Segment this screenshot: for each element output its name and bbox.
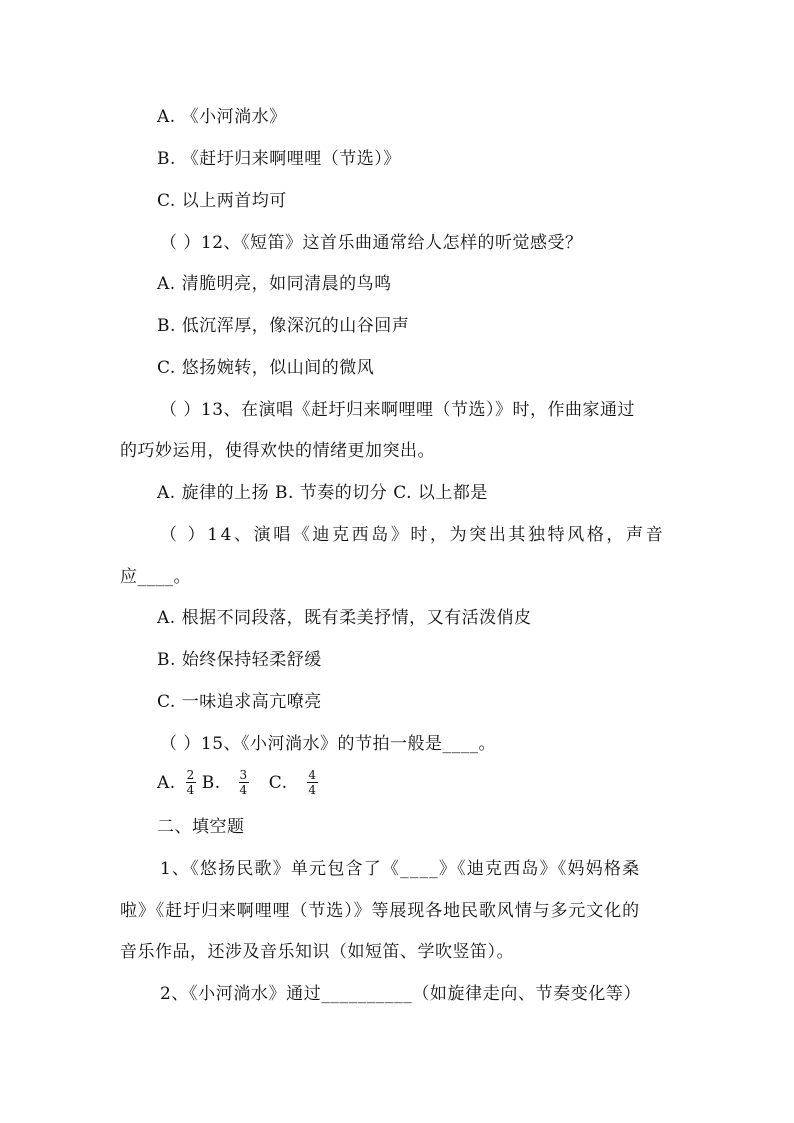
fill-2-line-1: 2、《小河淌水》通过__________（如旋律走向、节奏变化等）	[160, 984, 642, 1004]
fill-1-line-3: 音乐作品，还涉及音乐知识（如短笛、学吹竖笛）。	[120, 942, 514, 962]
q15-option-c-fraction	[307, 769, 317, 796]
fraction-denominator: 4	[308, 783, 317, 797]
q15-option-c-label: C.	[268, 773, 288, 793]
q15-option-b-fraction	[239, 769, 249, 796]
question-12: （ ）12、《短笛》这首乐曲通常给人怎样的听觉感受？	[160, 233, 583, 253]
fill-1-line-1: 1、《悠扬民歌》单元包含了《____》《迪克西岛》《妈妈格桑	[160, 859, 641, 879]
fraction-denominator: 4	[239, 783, 248, 797]
q12-option-c: C. 悠扬婉转，似山间的微风	[157, 358, 375, 378]
q15-option-b-label: B.	[201, 773, 221, 793]
section-heading-fill-in: 二、填空题	[157, 817, 245, 837]
q11-option-c: C. 以上两首均可	[157, 191, 287, 211]
question-13-line-2: 的巧妙运用，使得欢快的情绪更加突出。	[120, 441, 435, 461]
q11-option-b: B. 《赶圩归来啊哩哩（节选）》	[157, 149, 401, 169]
question-14-line-2: 应____。	[120, 567, 191, 587]
q15-option-a-fraction	[186, 769, 196, 796]
fraction-denominator: 4	[186, 783, 195, 797]
q15-option-a-label: A.	[157, 773, 176, 793]
q15-options	[157, 770, 324, 797]
question-13-line-1: （ ）13、在演唱《赶圩归来啊哩哩（节选）》时，作曲家通过	[160, 400, 636, 420]
q12-option-a: A. 清脆明亮，如同清晨的鸟鸣	[157, 274, 392, 294]
fraction-numerator: 2	[186, 768, 195, 782]
q14-option-c: C. 一味追求高亢嘹亮	[157, 692, 322, 712]
question-15: （ ）15、《小河淌水》的节拍一般是____。	[160, 734, 497, 754]
q13-options: A. 旋律的上扬 B. 节奏的切分 C. 以上都是	[157, 483, 488, 503]
fraction-numerator: 3	[239, 768, 248, 782]
q14-option-b: B. 始终保持轻柔舒缓	[157, 650, 322, 670]
q12-option-b: B. 低沉浑厚，像深沉的山谷回声	[157, 316, 410, 336]
q11-option-a: A. 《小河淌水》	[157, 107, 287, 127]
fill-1-line-2: 啦》《赶圩归来啊哩哩（节选）》等展现各地民歌风情与多元文化的	[120, 901, 640, 921]
question-14-line-1: （ ）14、演唱《迪克西岛》时，为突出其独特风格，声音	[160, 525, 666, 545]
fraction-numerator: 4	[308, 768, 317, 782]
q14-option-a: A. 根据不同段落，既有柔美抒情，又有活泼俏皮	[157, 608, 532, 628]
